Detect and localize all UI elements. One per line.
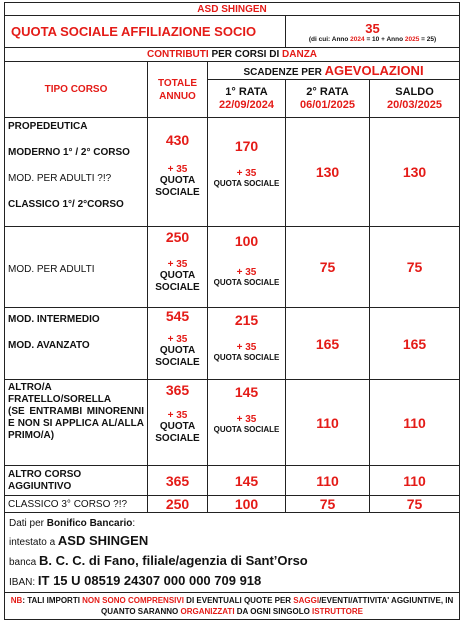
tipo-corso-cell: ALTRO/A FRATELLO/SORELLA (SE ENTRAMBI MINORENNI E NON SI APPLICA AL/ALLA PRIMO/A) — [5, 380, 148, 466]
col-saldo-header: SALDO 20/03/2025 — [370, 80, 460, 118]
totale-cell: 365 + 35 QUOTA SOCIALE — [148, 380, 208, 466]
table-row — [5, 466, 460, 496]
rata1-cell: 170 + 35 QUOTA SOCIALE — [208, 118, 286, 227]
tipo-corso-cell: MOD. INTERMEDIO MOD. AVANZATO — [5, 308, 148, 380]
totale-cell: 250 — [148, 496, 208, 513]
saldo-cell: 130 — [370, 118, 460, 227]
rata2-cell: 110 — [286, 466, 370, 496]
bank-name: banca B. C. C. di Fano, filiale/agenzia di Sant’Orso — [9, 553, 308, 568]
nb-row — [5, 593, 460, 620]
table-row — [5, 308, 460, 380]
bank-info — [5, 513, 460, 593]
rata2-cell: 75 — [286, 227, 370, 308]
quota-title: QUOTA SOCIALE AFFILIAZIONE SOCIO — [5, 16, 286, 48]
totale-cell: 250 + 35 QUOTA SOCIALE — [148, 227, 208, 308]
saldo-cell: 110 — [370, 380, 460, 466]
quota-cell — [286, 16, 460, 48]
quota-value: 35 — [365, 20, 380, 36]
contrib-heading: CONTRIBUTI PER CORSI DI DANZA — [5, 48, 460, 62]
org-name: ASD SHINGEN — [5, 3, 460, 16]
tipo-corso-cell: MOD. PER ADULTI — [5, 227, 148, 308]
table-row — [5, 227, 460, 308]
nb-note: NB: TALI IMPORTI NON SONO COMPRENSIVI DI EVENTUALI QUOTE PER SAGGI/EVENTI/ATTIVITA' AGGIUNTIVE, IN QUANTO SARANNO ORGANIZZATI DA OGNI SINGOLO ISTRUTTORE — [5, 593, 460, 620]
table-row — [5, 118, 460, 227]
rata1-cell: 100 — [208, 496, 286, 513]
table-row — [5, 380, 460, 466]
tipo-corso-cell: PROPEDEUTICA MODERNO 1° / 2° CORSO MOD. PER ADULTI ?!? CLASSICO 1°/ 2°CORSO — [5, 118, 148, 227]
rata2-cell: 130 — [286, 118, 370, 227]
totale-cell: 365 — [148, 466, 208, 496]
bank-info-row — [5, 513, 460, 593]
tipo-corso-cell: ALTRO CORSO AGGIUNTIVO — [5, 466, 148, 496]
quota-note: (di cui: Anno 2024 = 10 + Anno 2025 = 25) — [308, 35, 437, 43]
rata1-cell: 215 + 35 QUOTA SOCIALE — [208, 308, 286, 380]
saldo-cell: 165 — [370, 308, 460, 380]
totale-cell: 430 + 35 QUOTA SOCIALE — [148, 118, 208, 227]
saldo-cell: 75 — [370, 227, 460, 308]
col-scadenze-header: SCADENZE PER AGEVOLAZIONI — [208, 62, 460, 80]
table-row — [5, 496, 460, 513]
fee-table — [4, 2, 460, 620]
rata2-cell: 165 — [286, 308, 370, 380]
col-rata2-header: 2° RATA 06/01/2025 — [286, 80, 370, 118]
saldo-cell: 110 — [370, 466, 460, 496]
rata1-cell: 145 — [208, 466, 286, 496]
rata2-cell: 110 — [286, 380, 370, 466]
totale-cell: 545 + 35 QUOTA SOCIALE — [148, 308, 208, 380]
saldo-cell: 75 — [370, 496, 460, 513]
col-rata1-header: 1° RATA 22/09/2024 — [208, 80, 286, 118]
rata2-cell: 75 — [286, 496, 370, 513]
tipo-corso-cell: CLASSICO 3° CORSO ?!? — [5, 496, 148, 513]
rata1-cell: 145 + 35 QUOTA SOCIALE — [208, 380, 286, 466]
bank-intro: Dati per Bonifico Bancario: — [9, 518, 136, 529]
rata1-cell: 100 + 35 QUOTA SOCIALE — [208, 227, 286, 308]
bank-iban[interactable]: IBAN: IT 15 U 08519 24307 000 000 709 918 — [9, 573, 262, 588]
bank-holder: intestato a ASD SHINGEN — [9, 533, 149, 548]
col-tipo-header: TIPO CORSO — [5, 62, 148, 118]
col-totale-header: TOTALE ANNUO — [148, 62, 208, 118]
